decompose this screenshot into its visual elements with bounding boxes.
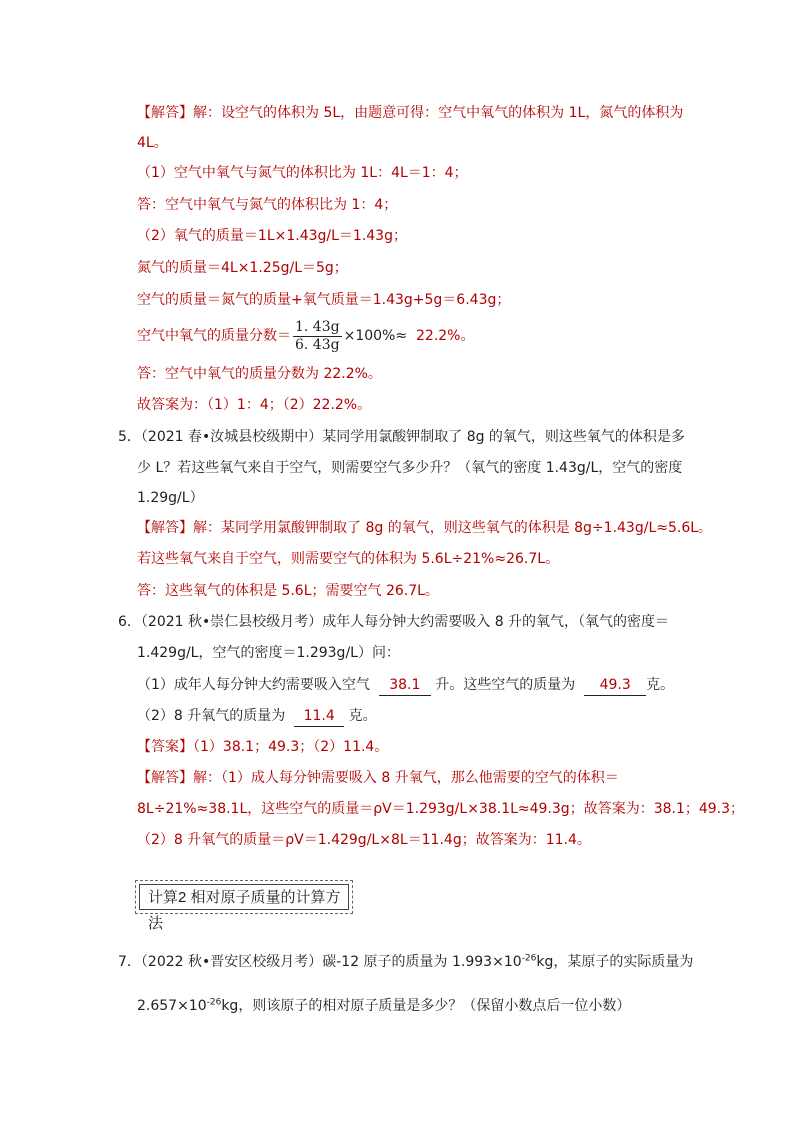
q6-line-3-part-a: （1）成年人每分钟大约需要吸入空气 [137, 677, 370, 693]
q7-line-2-part-b: kg，则该原子的相对原子质量是多少？（保留小数点后一位小数） [221, 998, 631, 1014]
q6-solution-line-1 [137, 768, 619, 788]
answer-text: 解：设空气的体积为 5L，由题意可得：空气中氧气的体积为 1L，氮气的体积为 [193, 105, 684, 121]
blank-air-volume: 38.1 [379, 675, 431, 696]
q6-solution-line-2: 8L÷21%≈38.1L，这些空气的质量＝ρV＝1.293g/L×38.1L≈49.3g；故答案为：38.1；49.3； [137, 801, 745, 817]
solution-text: 解：（1）成人每分钟需要吸入 8 升氧气，那么他需要的空气的体积＝ [193, 770, 619, 786]
formula-prefix: 空气中氧气的质量分数＝ [137, 328, 291, 344]
block1-line-2: 4L。 [137, 135, 168, 151]
answer-text: 解：某同学用氯酸钾制取了 8g 的氧气，则这些氧气的体积是 8g÷1.43g/L≈5.6L。 [193, 520, 713, 536]
block1-line-7: 空气的质量＝氮气的质量+氧气质量＝1.43g+5g＝6.43g； [137, 292, 511, 308]
q7-line-1-part-a: 7．（2022 秋•晋安区校级月考）碳-12 原子的质量为 1.993×10 [118, 954, 522, 970]
section-heading: 计算2 相对原子质量的计算方法 [139, 884, 349, 910]
q7-line-1-part-b: kg，某原子的实际质量为 [536, 954, 694, 970]
section-heading-box [135, 880, 353, 932]
solution-label: 【解答】 [137, 770, 193, 786]
answer-label: 【解答】 [137, 105, 193, 121]
q7-line-2 [137, 996, 630, 1016]
answer-label: 【解答】 [137, 520, 193, 536]
q6-line-4-part-b: 克。 [348, 708, 377, 724]
q5-line-3: 1.29g/L） [137, 490, 204, 506]
q6-line-4 [137, 706, 377, 727]
blank-oxygen-mass: 11.4 [294, 706, 344, 727]
q6-answer [137, 737, 388, 757]
q7-exponent-2: -26 [206, 997, 222, 1008]
q6-solution-line-3: （2）8 升氧气的质量＝ρV＝1.429g/L×8L＝11.4g；故答案为：11.4。 [137, 832, 591, 848]
q6-line-4-part-a: （2）8 升氧气的质量为 [137, 708, 286, 724]
answer-label: 【答案】 [137, 739, 193, 755]
q7-line-2-part-a: 2.657×10 [137, 998, 207, 1014]
block1-line-10: 故答案为：（1）1：4；（2）22.2%。 [137, 397, 372, 413]
formula-result: 22.2%。 [416, 328, 475, 344]
q5-line-1: 5．（2021 春•汝城县校级期中）某同学用氯酸钾制取了 8g 的氧气，则这些氧气的体积是多 [118, 429, 685, 445]
block1-line-6: 氮气的质量＝4L×1.25g/L＝5g； [137, 260, 348, 276]
block1-line-1 [137, 103, 683, 123]
block1-line-4: 答：空气中氧气与氮气的体积比为 1：4； [137, 197, 398, 213]
q7-exponent-1: -26 [521, 953, 537, 964]
blank-air-mass: 49.3 [584, 675, 646, 696]
q6-line-1: 6．（2021 秋•崇仁县校级月考）成年人每分钟大约需要吸入 8 升的氧气，（氧气的密度＝ [118, 614, 670, 630]
block1-line-5: （2）氧气的质量＝1L×1.43g/L＝1.43g； [137, 228, 407, 244]
q6-line-3-part-b: 升。这些空气的质量为 [435, 677, 576, 693]
block1-line-8-formula [137, 318, 474, 354]
formula-multiplier: ×100%≈ [343, 328, 408, 344]
block1-line-3: （1）空气中氧气与氮气的体积比为 1L：4L＝1：4； [137, 165, 468, 181]
q6-line-3 [137, 675, 674, 696]
q5-answer-line-1 [137, 518, 712, 538]
q6-line-3-part-c: 克。 [646, 677, 675, 693]
q5-answer-line-3: 答：这些氧气的体积是 5.6L；需要空气 26.7L。 [137, 583, 439, 599]
q5-answer-line-2: 若这些氧气来自于空气，则需要空气的体积为 5.6L÷21%≈26.7L。 [137, 551, 560, 567]
fraction [293, 319, 342, 354]
fraction-denominator: 6. 43g [295, 336, 340, 353]
q6-line-2: 1.429g/L，空气的密度＝1.293g/L）问： [137, 645, 400, 661]
q5-line-2: 少 L？若这些氧气来自于空气，则需要空气多少升？（氧气的密度 1.43g/L，空气的密度 [137, 460, 683, 476]
block1-line-9: 答：空气中氧气的质量分数为 22.2%。 [137, 366, 382, 382]
q7-line-1 [118, 952, 693, 972]
fraction-numerator: 1. 43g [295, 318, 340, 335]
answer-text: （1）38.1；49.3；（2）11.4。 [193, 739, 389, 755]
